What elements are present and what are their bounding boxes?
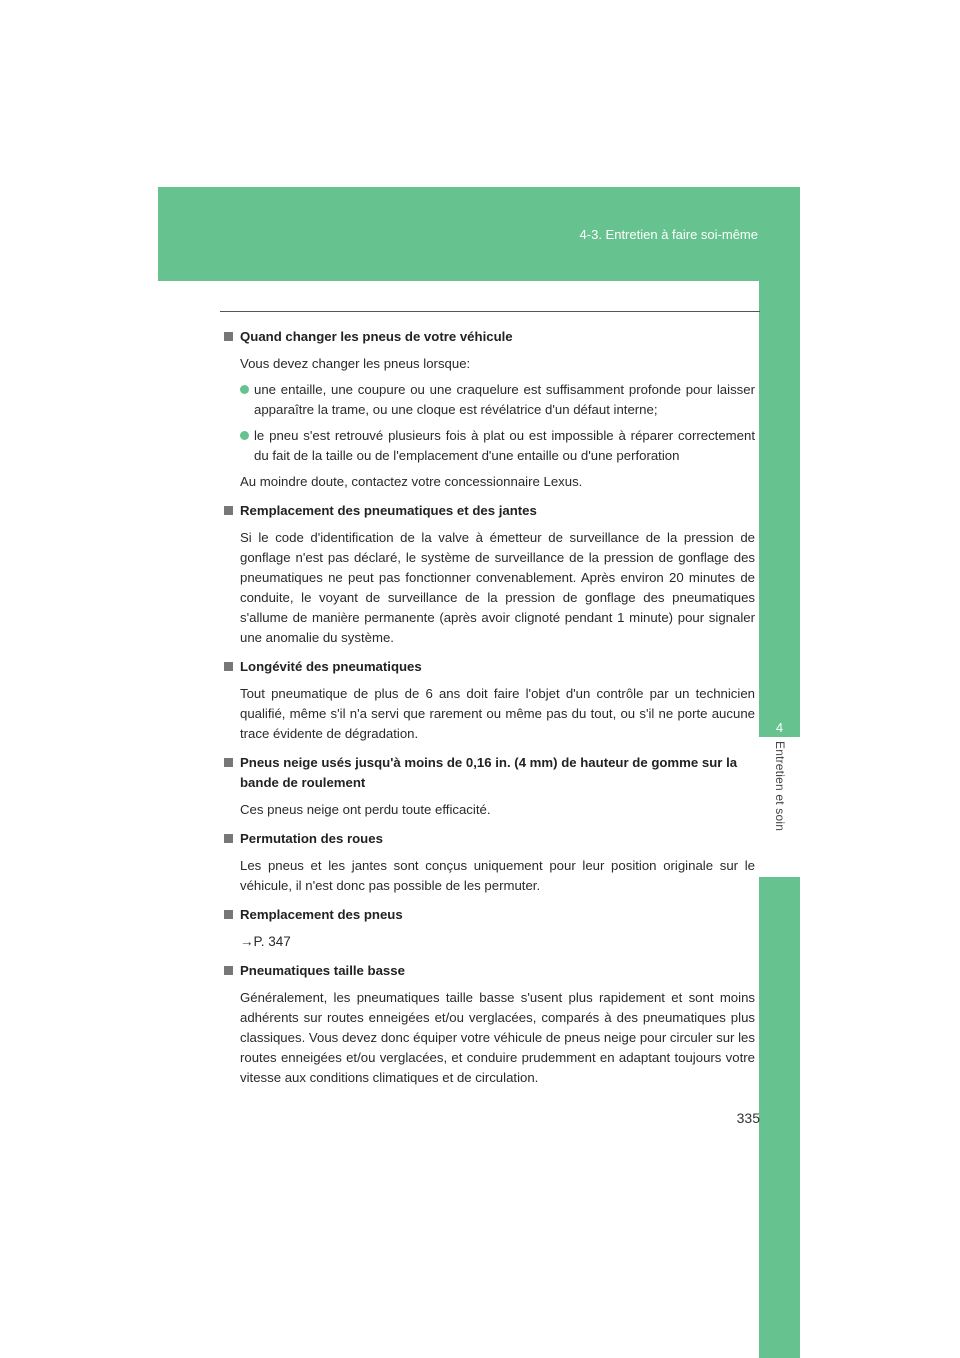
section-tire-rim-replacement <box>222 501 755 648</box>
section-title: Permutation des roues <box>240 831 383 846</box>
section-body: Tout pneumatique de plus de 6 ans doit faire l'objet d'un contrôle par un technicien qualifié, même s'il n'a servi que rarement ou même pas du tout, ou s'il ne porte aucune trace évidente de dégradation. <box>240 686 755 741</box>
section-body: Les pneus et les jantes sont conçus uniquement pour leur position originale sur le véhicule, il n'est donc pas possible de les permuter. <box>240 858 755 893</box>
section-tire-replacement <box>222 905 755 952</box>
section-tire-longevity <box>222 657 755 744</box>
square-bullet-icon <box>224 834 233 843</box>
square-bullet-icon <box>224 662 233 671</box>
section-body: Si le code d'identification de la valve à émetteur de surveillance de la pression de gonflage n'est pas déclaré, le système de surveillance de la pression de gonflage des pneumatiques ne peut pas fonctionner convenablement. Après environ 20 minutes de conduite, le voyant de surveillance de la pression de gonflage des pneumatiques s'allume de manière permanente (après avoir clignoté pendant 1 minute) pour signaler une anomalie du système. <box>240 530 755 645</box>
header-band <box>158 187 800 281</box>
section-outro: Au moindre doute, contactez votre concessionnaire Lexus. <box>240 474 583 489</box>
section-header-title: 4-3. Entretien à faire soi-même <box>579 227 758 242</box>
page-reference-link[interactable]: →P. 347 <box>240 934 291 949</box>
section-intro: Vous devez changer les pneus lorsque: <box>240 356 471 371</box>
list-item: une entaille, une coupure ou une craquelure est suffisamment profonde pour laisser apparaître la trame, ou une cloque est révélatrice d'un défaut interne; <box>240 380 755 420</box>
square-bullet-icon <box>224 910 233 919</box>
section-low-profile-tires <box>222 961 755 1088</box>
page-content <box>222 327 755 1094</box>
section-wheel-rotation <box>222 829 755 896</box>
section-title: Remplacement des pneumatiques et des jantes <box>240 503 537 518</box>
list-item: le pneu s'est retrouvé plusieurs fois à plat ou est impossible à réparer correctement du fait de la taille ou de l'emplacement d'une entaille ou d'une perforation <box>240 426 755 466</box>
round-bullet-icon <box>240 385 249 394</box>
section-title: Pneus neige usés jusqu'à moins de 0,16 in. (4 mm) de hauteur de gomme sur la bande de roulement <box>240 755 738 790</box>
section-worn-snow-tires <box>222 753 755 820</box>
section-body: Généralement, les pneumatiques taille basse s'usent plus rapidement et sont moins adhérents sur routes enneigées et/ou verglacées, comparés à des pneumatiques plus classiques. Vous devez donc équiper votre véhicule de pneus neige pour circuler sur les routes enneigées et/ou verglacées, et conduire prudemment en adaptant toujours votre vitesse aux conditions climatiques et de circulation. <box>240 990 755 1085</box>
square-bullet-icon <box>224 966 233 975</box>
square-bullet-icon <box>224 332 233 341</box>
top-rule <box>220 311 760 312</box>
page-number: 335 <box>736 1110 760 1126</box>
section-title: Quand changer les pneus de votre véhicule <box>240 329 513 344</box>
section-tire-change <box>222 327 755 492</box>
round-bullet-icon <box>240 431 249 440</box>
section-title: Longévité des pneumatiques <box>240 659 422 674</box>
square-bullet-icon <box>224 506 233 515</box>
section-title: Pneumatiques taille basse <box>240 963 405 978</box>
section-body: Ces pneus neige ont perdu toute efficacité. <box>240 802 491 817</box>
chapter-number: 4 <box>775 720 784 735</box>
chapter-label: Entretien et soin <box>773 741 787 832</box>
square-bullet-icon <box>224 758 233 767</box>
section-title: Remplacement des pneus <box>240 907 403 922</box>
